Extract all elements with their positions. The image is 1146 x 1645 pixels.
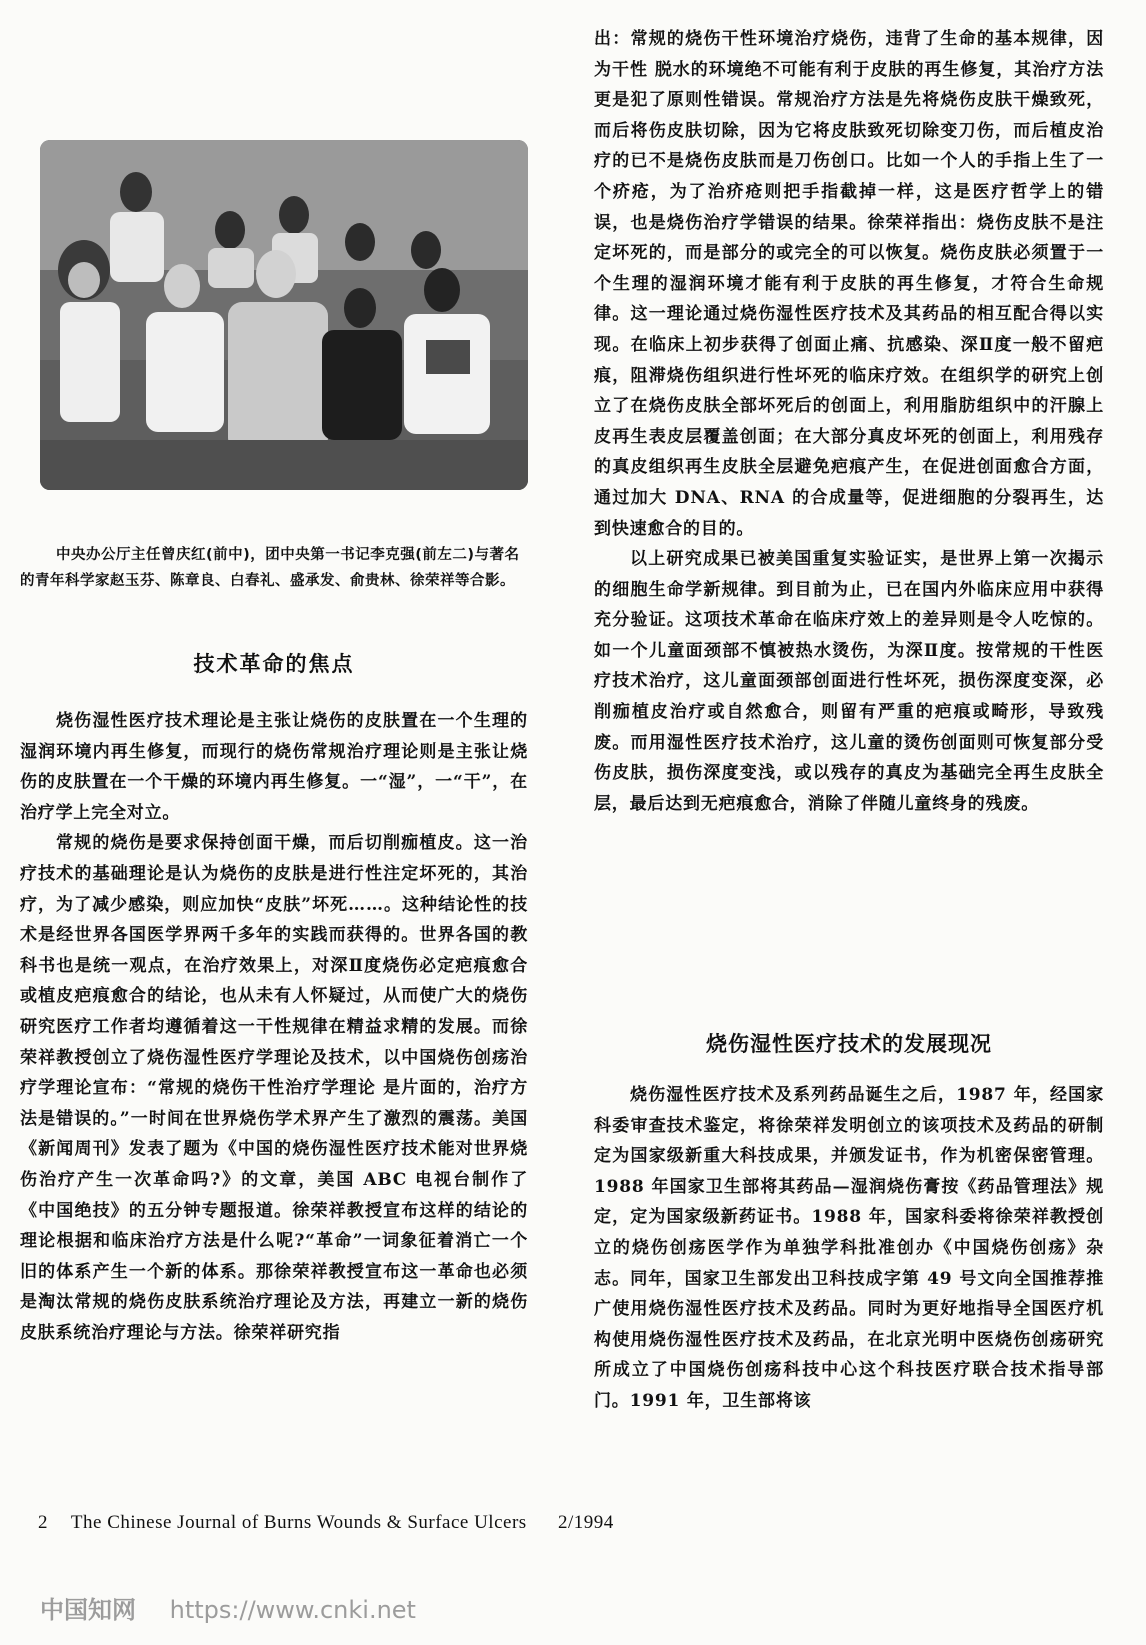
cnki-watermark <box>40 1590 416 1625</box>
right-column-body-bottom <box>594 1080 1104 1417</box>
right-column-body-top <box>594 24 1104 819</box>
paragraph: 以上研究成果已被美国重复实验证实，是世界上第一次揭示的细胞生命学新规律。到目前为止，已在国内外临床应用中获得充分验证。这项技术革命在临床疗效上的差异则是令人吃惊的。如一个儿童面颈部不慎被热水烫伤，为深Ⅱ度。按常规的干性医疗技术治疗，这儿童面颈部创面进行性坏死，损伤深度变深，必削痂植皮治疗或自然愈合，则留有严重的疤痕或畸形，导致残废。而用湿性医疗技术治疗，这儿童的烫伤创面则可恢复部分受伤皮肤，损伤深度变浅，或以残存的真皮为基础完全再生皮肤全层，最后达到无疤痕愈合，消除了伴随儿童终身的残废。 <box>594 549 1104 814</box>
photo-caption: 中央办公厅主任曾庆红(前中)，团中央第一书记李克强(前左二)与著名的青年科学家赵玉芬、陈章良、白春礼、盛承发、俞贵林、徐荣祥等合影。 <box>20 547 520 589</box>
paragraph: 常规的烧伤是要求保持创面干燥，而后切削痂植皮。这一治疗技术的基础理论是认为烧伤的皮肤是进行性注定坏死的，其治疗，为了减少感染，则应加快“皮肤”坏死……。这种结论性的技术是经世界各国医学界两千多年的实践而获得的。世界各国的教科书也是统一观点，在治疗效果上，对深Ⅱ度烧伤必定疤痕愈合或植皮疤痕愈合的结论，也从未有人怀疑过，从而使广大的烧伤研究医疗工作者均遵循着这一干性规律在精益求精的发展。而徐荣祥教授创立了烧伤湿性医疗学理论及技术，以中国烧伤创疡治疗学理论宣布：“常规的烧伤干性治疗学理论 是片面的，治疗方法是错误的。”一时间在世界烧伤学术界产生了激烈的震荡。美国《新闻周刊》发表了题为《中国的烧伤湿性医疗技术能对世界烧伤治疗产生一次革命吗?》的文章，美国 ABC 电视台制作了《中国绝技》的五分钟专题报道。徐荣祥教授宣布这样的结论的理论根据和临床治疗方法是什么呢?“革命”一词象征着消亡一个旧的体系产生一个新的体系。那徐荣祥教授宣布这一革命也必须是淘汰常规的烧伤皮肤系统治疗理论及方法，再建立一新的烧伤皮肤系统治疗理论与方法。徐荣祥研究指 <box>20 833 528 1343</box>
page-footer <box>38 1512 614 1534</box>
group-photo-image <box>40 140 528 490</box>
paragraph: 烧伤湿性医疗技术及系列药品诞生之后，1987 年，经国家科委审查技术鉴定，将徐荣祥发明创立的该项技术及药品的研制定为国家级新重大科技成果，并颁发证书，作为机密保密管理。1988 年国家卫生部将其药品—湿润烧伤膏按《药品管理法》规定，定为国家级新药证书。1988 年，国家科委将徐荣祥教授创立的烧伤创疡医学作为单独学科批准创办《中国烧伤创疡》杂志。同年，国家卫生部发出卫科技成字第 49 号文向全国推荐推广使用烧伤湿性医疗技术及药品。同时为更好地指导全国医疗机构使用烧伤湿性医疗技术及药品，在北京光明中医烧伤创疡研究所成立了中国烧伤创疡科技中心这个科技医疗联合技术指导部门。1991 年，卫生部将该 <box>594 1085 1104 1411</box>
issue-number: 2/1994 <box>557 1512 614 1533</box>
cnki-url: https://www.cnki.net <box>169 1596 416 1624</box>
left-column-body <box>20 706 528 1348</box>
journal-name: The Chinese Journal of Burns Wounds & Surface Ulcers <box>70 1512 527 1533</box>
cnki-logo-text: 中国知网 <box>40 1596 136 1624</box>
paragraph: 出：常规的烧伤干性环境治疗烧伤，违背了生命的基本规律，因为干性 脱水的环境绝不可能有利于皮肤的再生修复，其治疗方法更是犯了原则性错误。常规治疗方法是先将烧伤皮肤干燥致死，而后将伤皮肤切除，因为它将皮肤致死切除变刀伤，而后植皮治疗的已不是烧伤皮肤而是刀伤创口。比如一个人的手指上生了一个疥疮，为了治疥疮则把手指截掉一样，这是医疗哲学上的错误，也是烧伤治疗学错误的结果。徐荣祥指出：烧伤皮肤不是注定坏死的，而是部分的或完全的可以恢复。烧伤皮肤必须置于一个生理的湿润环境才能有利于皮肤的再生修复，才符合生命规律。这一理论通过烧伤湿性医疗技术及其药品的相互配合得以实现。在临床上初步获得了创面止痛、抗感染、深Ⅱ度一般不留疤痕，阻滞烧伤组织进行性坏死的临床疗效。在组织学的研究上创立了在烧伤皮肤全部坏死后的创面上，利用脂肪组织中的汗腺上皮再生表皮层覆盖创面；在大部分真皮坏死的创面上，利用残存的真皮组织再生皮肤全层避免疤痕产生，在促进创面愈合方面，通过加大 DNA、RNA 的合成量等，促进细胞的分裂再生，达到快速愈合的目的。 <box>594 29 1104 539</box>
group-photo <box>40 140 528 490</box>
page-number: 2 <box>38 1512 48 1533</box>
section-heading-tech-revolution: 技术革命的焦点 <box>193 652 355 676</box>
paragraph: 烧伤湿性医疗技术理论是主张让烧伤的皮肤置在一个生理的湿润环境内再生修复，而现行的烧伤常规治疗理论则是主张让烧伤的皮肤置在一个干燥的环境内再生修复。一“湿”，一“干”，在治疗学上完全对立。 <box>20 711 528 823</box>
section-heading-development-status: 烧伤湿性医疗技术的发展现况 <box>706 1032 992 1056</box>
